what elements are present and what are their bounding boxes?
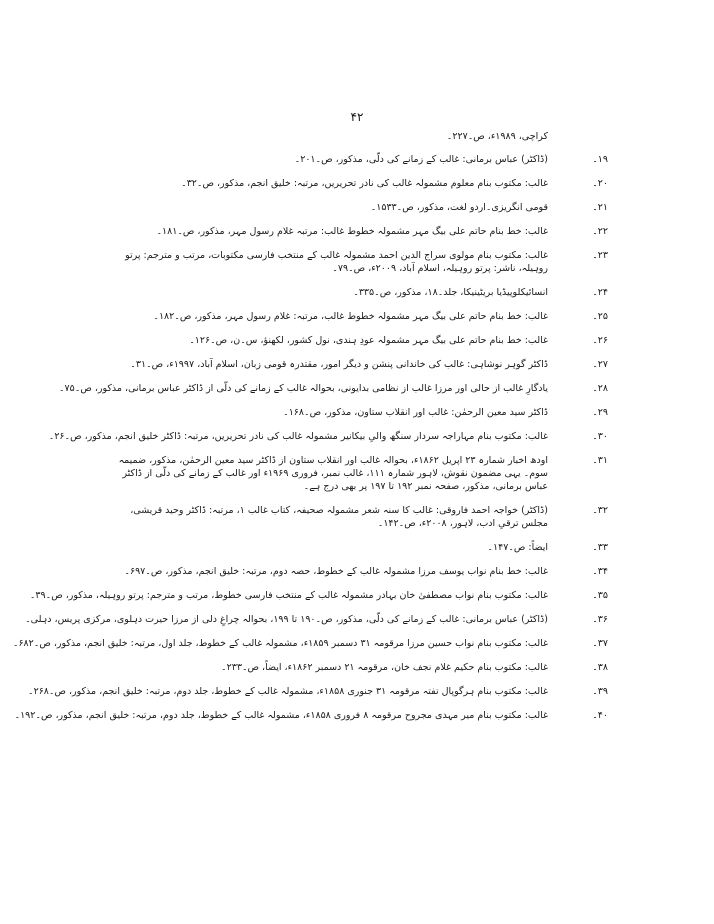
footnote-24 <box>108 286 608 299</box>
footnote-35 <box>29 589 608 602</box>
footnote-number: ۲۸۔ <box>592 383 608 394</box>
footnote-text: (ڈاکٹر) عباس برمانی: غالب کے زمانے کی دلّی، مذکور، ص۔۱۹۰ تا ۱۹۹، بحوالہ چراغِ دلی از مرزا حیرت دہلوی، مرکزی پریس، دہلی۔ <box>25 614 548 625</box>
footnote-text: (ڈاکٹر) عباس برمانی: غالب کے زمانے کی دلّی، مذکور، ص۔۲۰۱۔ <box>294 154 548 165</box>
footnote-26 <box>108 334 608 347</box>
footnote-number: ۲۶۔ <box>592 335 608 346</box>
footnote-23 <box>108 249 608 275</box>
footnote-number: ۲۱۔ <box>592 202 608 213</box>
footnote-38 <box>108 661 608 674</box>
footnote-text: غالب: مکتوب بنام نواب مصطفیٰ خان بہادر مشمولہ غالب کے منتخب فارسی خطوط، مرتب و مترجم: پرتو روہیلہ، مذکور، ص۔۳۹۔ <box>29 590 548 601</box>
footnote-text: (ڈاکٹر) خواجہ احمد فاروقی: غالب کا سنہ شعر مشمولہ صحیفہ، کتاب غالب ۱، مرتبہ: ڈاکٹر وحید قریشی، مجلس ترقیِ ادب، لاہور، ۲۰۰۸ء، ص۔۱۴۲۔ <box>130 505 548 529</box>
footnote-number: ۳۸۔ <box>592 662 608 673</box>
footnote-text: غالب: مکتوب بنام معلوم مشمولہ غالب کی نادر تحریریں، مرتبہ: خلیق انجم، مذکور، ص۔۳۲۔ <box>181 178 548 189</box>
footnote-number: ۳۶۔ <box>592 614 608 625</box>
footnote-text: غالب: مکتوب بنام میر مہدی مجروح مرقومہ ۸ فروری ۱۸۵۸ء، مشمولہ غالب کے خطوط، جلد دوم، مرتبہ: خلیق انجم، مذکور، ص۔۱۹۲۔ <box>14 710 548 721</box>
footnote-number: ۳۲۔ <box>592 505 608 516</box>
footnote-31 <box>108 454 608 493</box>
footnote-text: قومی انگریزی۔اردو لغت، مذکور، ص۔۱۵۳۳۔ <box>370 202 548 213</box>
footnote-27 <box>108 358 608 371</box>
footnote-28 <box>58 382 608 395</box>
footnote-continuation <box>108 130 608 143</box>
footnote-text: ایضاً: ص۔۱۴۷۔ <box>487 542 548 553</box>
footnote-30 <box>48 430 608 443</box>
footnote-number: ۲۵۔ <box>592 311 608 322</box>
footnote-text: غالب: خط بنام نواب یوسف مرزا مشمولہ غالب کے خطوط، حصہ دوم، مرتبہ: خلیق انجم، مذکور، ص۔۶۹۷۔ <box>124 566 548 577</box>
footnote-number: ۲۳۔ <box>592 250 608 261</box>
footnote-22 <box>108 225 608 238</box>
footnote-text: غالب: مکتوب بنام مولوی سراج الدین احمد مشمولہ غالب کے منتخب فارسی مکتوبات، مرتب و مترجم: پرتو روہیلہ، ناشر: پرتو روہیلہ، اسلام آباد، ۲۰۰۹ء، ص۔۷۹۔ <box>125 250 548 274</box>
footnote-number: ۴۰۔ <box>592 710 608 721</box>
footnote-39 <box>28 685 608 698</box>
footnote-29 <box>108 406 608 419</box>
footnote-number: ۲۰۔ <box>592 178 608 189</box>
footnote-21 <box>108 201 608 214</box>
footnote-number: ۳۳۔ <box>592 542 608 553</box>
page-number: ۴۲ <box>350 110 364 124</box>
footnote-40 <box>14 709 608 722</box>
footnote-text: غالب: مکتوب بنام نواب حسین مرزا مرقومہ ۳۱ دسمبر ۱۸۵۹ء، مشمولہ غالب کے خطوط، جلد اول، مرتبہ: خلیق انجم، مذکور، ص۔۶۸۲۔ <box>12 638 548 649</box>
footnote-text: ڈاکٹر گوہر نوشاہی: غالب کی خاندانی پنشن و دیگر امور، مقتدرہ قومی زبان، اسلام آباد، ۱۹۹۷ء، ص۔۳۱۔ <box>130 359 548 370</box>
footnote-33 <box>108 541 608 554</box>
footnote-number: ۳۱۔ <box>592 455 608 466</box>
footnote-text: یادگارِ غالب از حالی اور مرزا غالب از نظامی بدایونی، بحوالہ غالب کے زمانے کی دلّی از ڈاکٹر عباس برمانی، مذکور، ص۔۷۵۔ <box>58 383 548 394</box>
footnote-text: غالب: خط بنام حاتم علی بیگ مہر مشمولہ عودِ ہندی، نول کشور، لکھنؤ، س۔ن، ص۔۱۲۶۔ <box>189 335 548 346</box>
footnote-text: اودھ اخبار شمارہ ۲۳ اپریل ۱۸۶۲ء، بحوالہ غالب اور انقلاب ستاون از ڈاکٹر سید معین الرحمٰن، مذکور، ضمیمہ سوم۔ یہی مضمون نقوش، لاہور شمارہ ۱۱۱، غالب نمبر، فروری ۱۹۶۹ء اور غالب کے زمانے کی دلّی از ڈاکٹر عباس برمانی، مذکور، صفحہ نمبر ۱۹۲ تا ۱۹۷ پر بھی درج ہے۔ <box>118 455 548 492</box>
footnote-number: ۳۹۔ <box>592 686 608 697</box>
footnote-number: ۳۴۔ <box>592 566 608 577</box>
footnote-36 <box>25 613 608 626</box>
footnote-number: ۲۲۔ <box>592 226 608 237</box>
footnote-34 <box>108 565 608 578</box>
footnote-37 <box>12 637 608 650</box>
footnote-32 <box>108 504 608 530</box>
footnote-text: کراچی، ۱۹۸۹ء، ص۔۲۲۷۔ <box>446 131 548 142</box>
footnote-number: ۲۴۔ <box>592 287 608 298</box>
footnote-number: ۱۹۔ <box>592 154 608 165</box>
footnote-25 <box>108 310 608 323</box>
footnote-number: ۳۷۔ <box>592 638 608 649</box>
footnote-20 <box>108 177 608 190</box>
footnote-text: ڈاکٹر سید معین الرحمٰن: غالب اور انقلاب ستاون، مذکور، ص۔۱۶۸۔ <box>283 407 548 418</box>
footnote-number: ۲۷۔ <box>592 359 608 370</box>
footnote-text: غالب: مکتوب بنام حکیم غلام نجف خان، مرقومہ ۲۱ دسمبر ۱۸۶۲ء، ایضاً، ص۔۲۳۳۔ <box>221 662 548 673</box>
footnote-19 <box>108 153 608 166</box>
footnote-number: ۲۹۔ <box>592 407 608 418</box>
footnote-number: ۳۵۔ <box>592 590 608 601</box>
footnote-number: ۳۰۔ <box>592 431 608 442</box>
footnote-list <box>12 130 608 733</box>
footnote-text: غالب: خط بنام حاتم علی بیگ مہر مشمولہ خطوط غالب، مرتبہ: غلام رسول مہر، مذکور، ص۔۱۸۲۔ <box>153 311 548 322</box>
footnote-text: غالب: مکتوب بنام ہرگوپال تفتہ مرقومہ ۳۱ جنوری ۱۸۵۸ء، مشمولہ غالب کے خطوط، جلد دوم، مرتبہ: خلیق انجم، مذکور، ص۔۲۶۸۔ <box>28 686 548 697</box>
footnote-text: غالب: خط بنام حاتم علی بیگ مہر مشمولہ خطوط غالب: مرتبہ غلام رسول مہر، مذکور، ص۔۱۸۱۔ <box>156 226 548 237</box>
footnote-text: انسائیکلوپیڈیا بریٹینیکا، جلد۔۱۸، مذکور، ص۔۳۳۵۔ <box>353 287 548 298</box>
footnote-text: غالب: مکتوب بنام مہاراجہ سردار سنگھ والیِ بیکانیر مشمولہ غالب کی نادر تحریریں، مرتبہ: ڈاکٹر خلیق انجم، مذکور، ص۔۲۶۔ <box>48 431 548 442</box>
